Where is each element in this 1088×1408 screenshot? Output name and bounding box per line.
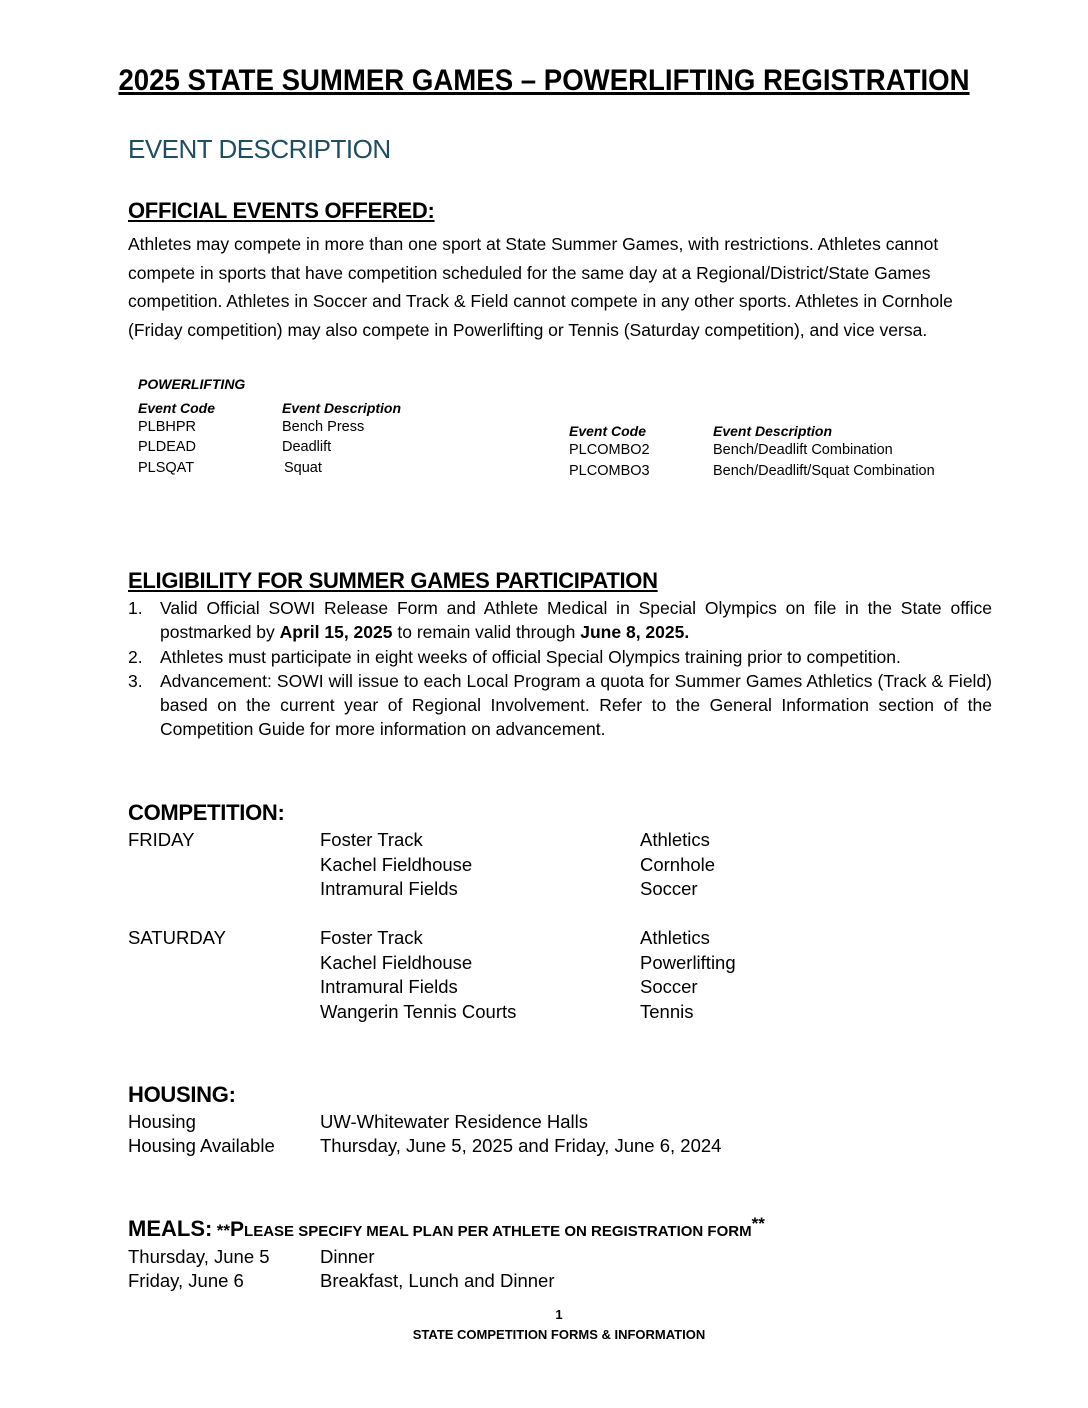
event-code-cell: PLSQAT [138, 460, 195, 476]
venue: Intramural Fields [320, 878, 458, 899]
venue: Intramural Fields [320, 976, 458, 997]
meal-plan: Breakfast, Lunch and Dinner [320, 1270, 555, 1291]
competition-heading: COMPETITION: [128, 800, 285, 825]
sport: Powerlifting [640, 952, 736, 973]
event-description-cell: Bench/Deadlift Combination [713, 442, 893, 458]
event-description-cell: Deadlift [282, 439, 332, 455]
housing-heading: HOUSING: [128, 1082, 236, 1107]
event-description-cell: Squat [284, 460, 322, 476]
sport: Athletics [640, 927, 710, 948]
eligibility-list [128, 596, 992, 742]
left-header-event-code: Event Code [138, 400, 216, 416]
housing-value: UW-Whitewater Residence Halls [320, 1111, 588, 1132]
powerlifting-label: POWERLIFTING [138, 376, 246, 392]
page-number: 1 [555, 1307, 563, 1322]
meal-plan: Dinner [320, 1246, 375, 1267]
list-item: 1. Valid Official SOWI Release Form and Athlete Medical in Special Olympics on file in the State office postmarked by April 15, 2025 to remain valid through June 8, 2025. [128, 598, 992, 643]
list-item: 3. Advancement: SOWI will issue to each Local Program a quota for Summer Games Athletics (Track & Field) based on the current year of Regional Involvement. Refer to the General Information section of the Competition Guide for more information on advancement. [128, 670, 992, 740]
right-header-event-description: Event Description [713, 423, 833, 439]
event-description-cell: Bench/Deadlift/Squat Combination [713, 463, 935, 479]
official-events-heading: OFFICIAL EVENTS OFFERED: [128, 198, 435, 223]
meals-note: LEASE SPECIFY MEAL PLAN PER ATHLETE ON REGISTRATION FORM [244, 1223, 752, 1240]
competition-day: SATURDAY [128, 927, 226, 948]
event-description-cell: Bench Press [282, 419, 365, 435]
housing-label: Housing Available [128, 1135, 275, 1156]
event-description-heading: EVENT DESCRIPTION [128, 134, 391, 164]
venue: Kachel Fieldhouse [320, 952, 473, 973]
meal-day: Friday, June 6 [128, 1270, 244, 1291]
meals-note-stars: ** [751, 1214, 765, 1233]
housing-value: Thursday, June 5, 2025 and Friday, June 6, 2024 [320, 1135, 722, 1156]
venue: Wangerin Tennis Courts [320, 1001, 517, 1022]
eligibility-heading: ELIGIBILITY FOR SUMMER GAMES PARTICIPATION [128, 568, 658, 593]
venue: Kachel Fieldhouse [320, 854, 473, 875]
meals-heading: MEALS: [128, 1216, 213, 1241]
competition-day: FRIDAY [128, 829, 195, 850]
sport: Soccer [640, 878, 698, 899]
housing-label: Housing [128, 1111, 196, 1132]
right-header-event-code: Event Code [569, 423, 647, 439]
sport: Tennis [640, 1001, 694, 1022]
meals-note-stars: ** [216, 1221, 231, 1240]
page-title: 2025 STATE SUMMER GAMES – POWERLIFTING REGISTRATION [118, 64, 970, 97]
official-events-paragraph: Athletes may compete in more than one sport at State Summer Games, with restrictions. Athletes cannot compete in sports that have competition scheduled for the same day at a Regional/District/State Games competition. Athletes in Soccer and Track & Field cannot compete in any other sports. Athletes in Cornhole (Friday competition) may also compete in Powerlifting or Tennis (Saturday competition), and vice versa. [128, 234, 953, 340]
event-code-cell: PLCOMBO3 [569, 463, 650, 479]
meals-heading-line [128, 1216, 765, 1242]
event-code-cell: PLCOMBO2 [569, 442, 650, 458]
event-code-cell: PLDEAD [138, 439, 197, 455]
sport: Cornhole [640, 854, 716, 875]
sport: Soccer [640, 976, 698, 997]
list-item: 2. Athletes must participate in eight weeks of official Special Olympics training prior to competition. [128, 646, 901, 667]
meals-note-initial: P [230, 1218, 245, 1241]
venue: Foster Track [320, 829, 423, 850]
left-header-event-description: Event Description [282, 400, 402, 416]
venue: Foster Track [320, 927, 423, 948]
event-code-cell: PLBHPR [138, 419, 197, 435]
sport: Athletics [640, 829, 710, 850]
footer-text: STATE COMPETITION FORMS & INFORMATION [412, 1327, 706, 1342]
meal-day: Thursday, June 5 [128, 1246, 270, 1267]
